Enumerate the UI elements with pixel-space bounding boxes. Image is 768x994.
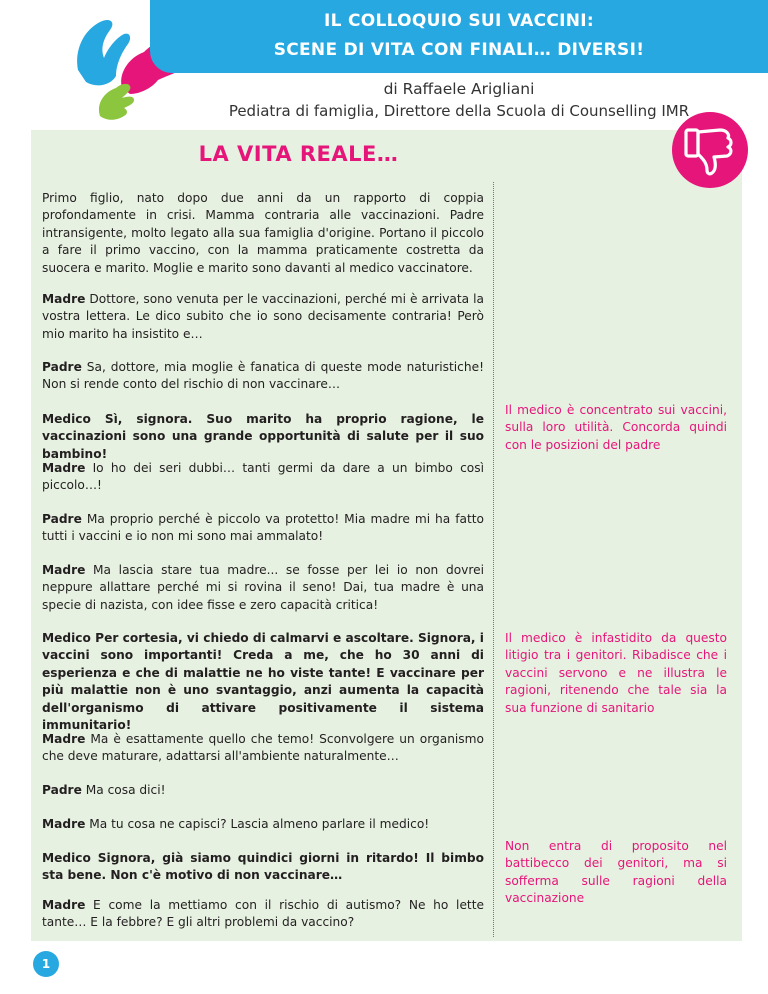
- dialogue-paragraph: [42, 630, 484, 734]
- dialogue-text: Ma cosa dici!: [81, 783, 166, 797]
- author-affiliation: Pediatra di famiglia, Direttore della Scuola di Counselling IMR: [228, 102, 690, 120]
- dialogue-paragraph: [42, 731, 484, 766]
- title-banner: [150, 0, 768, 73]
- dialogue-paragraph: [42, 291, 484, 343]
- intro-text: Primo figlio, nato dopo due anni da un rapporto di coppia profondamente in crisi. Mamma contraria alle vaccinazioni. Padre intransigente, molto legato alla sua famiglia d'origine. Portano il piccolo a fare il primo vaccino, con la mamma praticamente costretta da suocera e marito. Moglie e marito sono davanti al medico vaccinatore.: [42, 191, 484, 275]
- dialogue-text: Dottore, sono venuta per le vaccinazioni, perché mi è arrivata la vostra lettera. Le dico subito che io sono decisamente contraria! Però mio marito ha insistito e…: [42, 292, 484, 341]
- speaker-label: Madre: [42, 292, 86, 306]
- dialogue-text: Ma lascia stare tua madre... se fosse per lei io non dovrei neppure allattare perché mi si rovina il seno! Dai, tua madre è una specie di nazista, con idee fisse e zero capacità critica!: [42, 563, 484, 612]
- intro-paragraph: [42, 190, 484, 277]
- dialogue-text: Ma proprio perché è piccolo va protetto! Mia madre mi ha fatto tutti i vaccini e io non mi sono mai ammalato!: [42, 512, 484, 544]
- column-divider: [493, 182, 494, 937]
- dialogue-paragraph: [42, 460, 484, 495]
- title-line-2: SCENE DI VITA CON FINALI… DIVERSI!: [273, 40, 645, 60]
- dialogue-text: Ma tu cosa ne capisci? Lascia almeno parlare il medico!: [85, 817, 430, 831]
- speaker-label: Medico: [42, 631, 91, 645]
- page-number: 1: [33, 951, 59, 977]
- dialogue-paragraph: [42, 897, 484, 932]
- speaker-label: Medico: [42, 412, 91, 426]
- speaker-label: Madre: [42, 817, 86, 831]
- dialogue-text: Sì, signora. Suo marito ha proprio ragione, le vaccinazioni sono una grande opportunità di salute per il suo bambino!: [42, 412, 484, 461]
- speaker-label: Madre: [42, 461, 86, 475]
- author-byline: di Raffaele Arigliani: [383, 80, 535, 98]
- speaker-label: Padre: [42, 512, 82, 526]
- dialogue-paragraph: [42, 411, 484, 463]
- dialogue-paragraph: [42, 511, 484, 546]
- dialogue-paragraph: [42, 359, 484, 394]
- speaker-label: Madre: [42, 563, 86, 577]
- dialogue-text: Sa, dottore, mia moglie è fanatica di queste mode naturistiche! Non si rende conto del rischio di non vaccinare…: [42, 360, 484, 392]
- dialogue-text: Io ho dei seri dubbi… tanti germi da dare a un bimbo così piccolo…!: [42, 461, 484, 493]
- speaker-label: Padre: [42, 360, 82, 374]
- section-title: LA VITA REALE…: [198, 142, 399, 166]
- dialogue-text: Signora, già siamo quindici giorni in ritardo! Il bimbo sta bene. Non c'è motivo di non vaccinare…: [42, 851, 484, 883]
- thumbs-down-icon: [672, 112, 748, 188]
- margin-note: Il medico è concentrato sui vaccini, sulla loro utilità. Concorda quindi con le posizioni del padre: [505, 403, 727, 452]
- dialogue-paragraph: [42, 816, 484, 833]
- speaker-label: Madre: [42, 898, 86, 912]
- margin-note: Il medico è infastidito da questo litigio tra i genitori. Ribadisce che i vaccini servono e ne illustra le ragioni, ritenendo che tale sia la sua funzione di sanitario: [505, 631, 727, 715]
- speaker-label: Padre: [42, 783, 82, 797]
- margin-note: Non entra di proposito nel battibecco dei genitori, ma si sofferma sulle ragioni della vaccinazione: [505, 839, 727, 906]
- dialogue-text: Per cortesia, vi chiedo di calmarvi e ascoltare. Signora, i vaccini sono importanti! Creda a me, che ho 30 anni di esperienza e che di malattie ne ho viste tante! E vaccinare per più malattie non è uno svantaggio, anzi aumenta la capacità dell'organismo di attivare positivamente il sistema immunitario!: [42, 631, 484, 733]
- dialogue-paragraph: [42, 850, 484, 885]
- dialogue-text: Ma è esattamente quello che temo! Sconvolgere un organismo che deve maturare, adattarsi all'ambiente naturalmente…: [42, 732, 484, 764]
- dialogue-paragraph: [42, 782, 484, 799]
- speaker-label: Madre: [42, 732, 86, 746]
- dialogue-paragraph: [42, 562, 484, 614]
- title-line-1: IL COLLOQUIO SUI VACCINI:: [323, 11, 595, 31]
- speaker-label: Medico: [42, 851, 91, 865]
- dialogue-text: E come la mettiamo con il rischio di autismo? Ne ho lette tante… E la febbre? E gli altri problemi da vaccino?: [42, 898, 484, 930]
